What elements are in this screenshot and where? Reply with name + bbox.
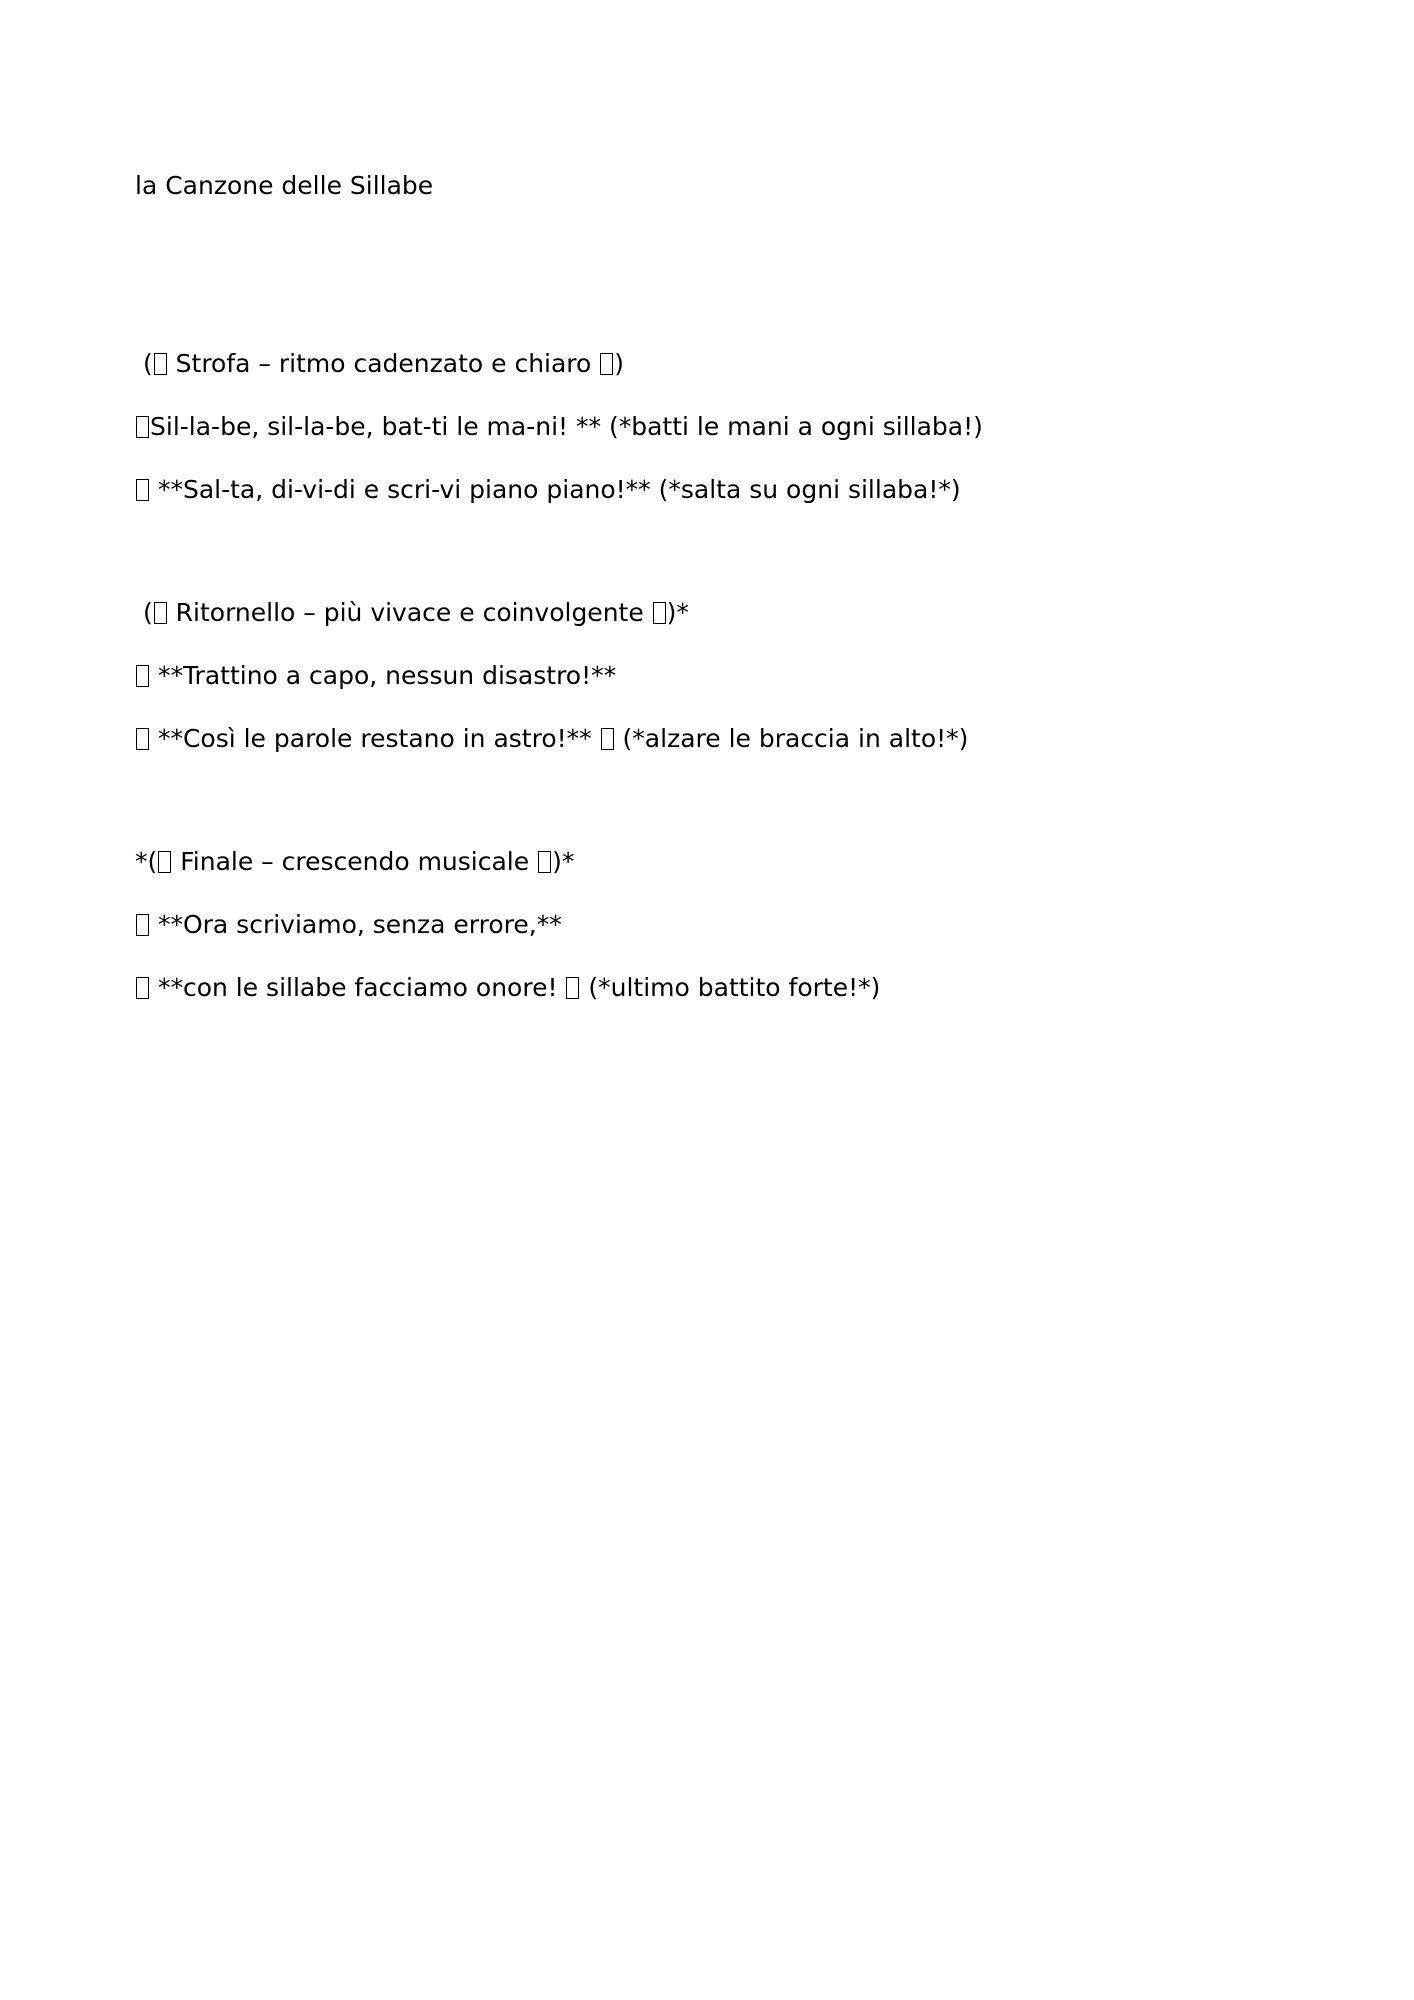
missing-glyph-icon (136, 416, 149, 438)
heading-prefix: *( (135, 847, 158, 876)
missing-glyph-icon (601, 728, 614, 750)
lyric-line (135, 660, 616, 692)
missing-glyph-icon (136, 977, 149, 999)
lyric-tail: (*ultimo battito forte!*) (580, 973, 881, 1002)
lyric-line (135, 909, 562, 941)
missing-glyph-icon (653, 602, 666, 624)
missing-glyph-icon (538, 851, 551, 873)
missing-glyph-icon (566, 977, 579, 999)
lyric-line (135, 972, 880, 1004)
missing-glyph-icon (158, 851, 171, 873)
missing-glyph-icon (154, 602, 167, 624)
heading-suffix: ) (614, 349, 625, 378)
lyric-text: **Sal-ta, di-vi-di e scri-vi piano piano!** (*salta su ogni sillaba!*) (150, 475, 961, 504)
heading-suffix: )* (666, 598, 689, 627)
section-heading-ritornello (135, 597, 689, 629)
missing-glyph-icon (136, 914, 149, 936)
lyric-text: **Ora scriviamo, senza errore,** (150, 910, 562, 939)
lyric-tail: (*alzare le braccia in alto!*) (614, 724, 969, 753)
lyric-text: **con le sillabe facciamo onore! (150, 973, 566, 1002)
heading-suffix: )* (552, 847, 575, 876)
missing-glyph-icon (154, 353, 167, 375)
heading-text: Finale – crescendo musicale (172, 847, 538, 876)
missing-glyph-icon (136, 665, 149, 687)
lyric-line (135, 411, 983, 443)
missing-glyph-icon (136, 728, 149, 750)
heading-prefix: ( (135, 349, 153, 378)
lyric-line (135, 474, 961, 506)
missing-glyph-icon (600, 353, 613, 375)
section-heading-finale (135, 846, 574, 878)
lyric-text: Sil-la-be, sil-la-be, bat-ti le ma-ni! ** (*batti le mani a ogni sillaba!) (150, 412, 983, 441)
lyric-text: **Trattino a capo, nessun disastro!** (150, 661, 617, 690)
heading-prefix: ( (135, 598, 153, 627)
heading-text: Strofa – ritmo cadenzato e chiaro (167, 349, 600, 378)
heading-text: Ritornello – più vivace e coinvolgente (167, 598, 652, 627)
document-title: la Canzone delle Sillabe (135, 171, 434, 200)
lyric-text: **Così le parole restano in astro!** (150, 724, 600, 753)
lyric-line (135, 723, 968, 755)
missing-glyph-icon (136, 479, 149, 501)
section-heading-strofa (135, 348, 624, 380)
